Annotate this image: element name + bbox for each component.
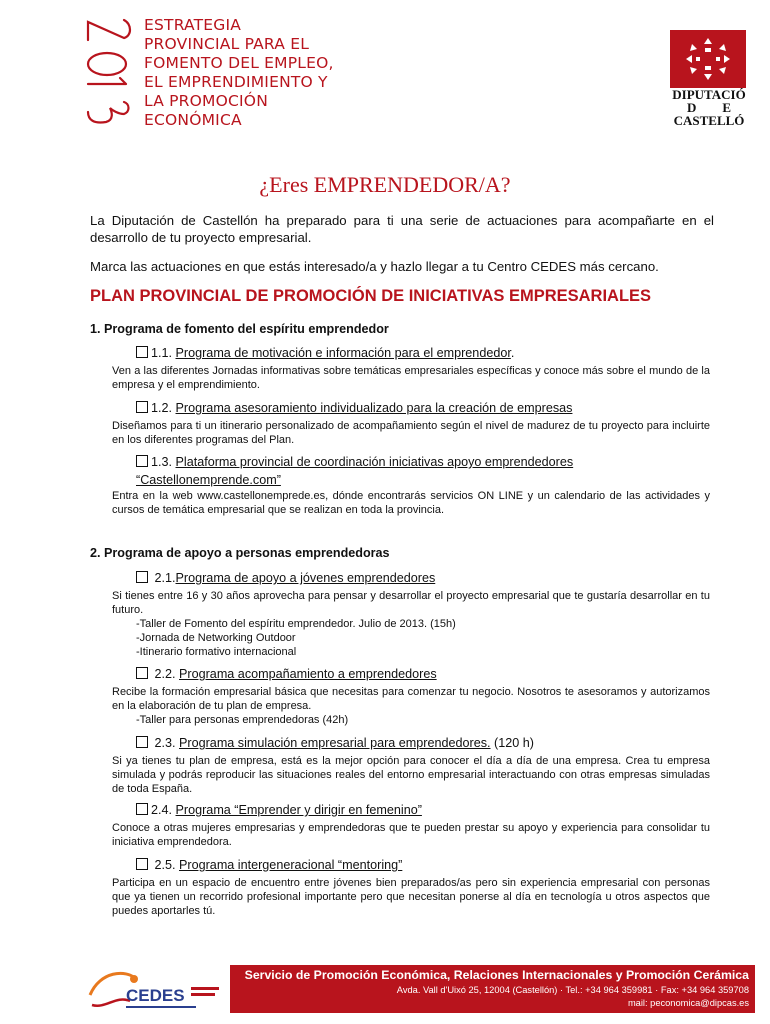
item-description: Entra en la web www.castellonemprede.es, dónde encontrarás servicios ON LINE y un calendario de las actividades y cursos de temática empresarial que se realizan en toda la provincia. xyxy=(112,490,710,516)
footer-email: mail: peconomica@dipcas.es xyxy=(627,998,749,1008)
diputacio-logo-icon xyxy=(670,30,746,88)
item-number: 1.2. xyxy=(151,401,176,415)
strategy-line: LA PROMOCIÓN xyxy=(144,92,269,110)
item-title: Programa “Emprender y dirigir en femenino” xyxy=(175,803,422,817)
item-suffix: (120 h) xyxy=(490,736,534,750)
checkbox[interactable] xyxy=(136,455,148,467)
item-title: Programa intergeneracional “mentoring” xyxy=(179,858,403,872)
checkbox[interactable] xyxy=(136,736,148,748)
section-title: 2. Programa de apoyo a personas emprendedoras xyxy=(90,546,390,560)
plan-title: PLAN PROVINCIAL DE PROMOCIÓN DE INICIATIVAS EMPRESARIALES xyxy=(90,287,652,305)
program-item-1-3-title2 xyxy=(136,473,281,487)
item-description: Si ya tienes tu plan de empresa, está es la mejor opción para conocer el día a día de una empresa. Crea tu empresa simulada y podrás reproducir las situaciones reales del entorno empresarial interactuando con otras empresas simuladas de toda España. xyxy=(112,755,710,795)
item-title: Programa simulación empresarial para emprendedores. xyxy=(179,736,491,750)
strategy-line: ECONÓMICA xyxy=(144,111,242,129)
checkbox[interactable] xyxy=(136,346,148,358)
item-title-continued: “Castellonemprende.com” xyxy=(136,473,281,487)
item-description: Recibe la formación empresarial básica que necesitas para comenzar tu negocio. Nosotros te asesoramos y autorizamos en la elaboración de tu plan de empresa. xyxy=(112,686,710,712)
sub-activity: -Taller de Fomento del espíritu emprendedor. Julio de 2013. (15h) xyxy=(136,618,456,630)
program-item-1-2[interactable] xyxy=(136,401,572,415)
item-description: Participa en un espacio de encuentro entre jóvenes bien preparados/as pero sin experiencia empresarial con personas que ya tienen un recorrido profesional importante pero que necesitan ponerse al día en tecnología u otros aspectos que puedes aportarles tú. xyxy=(112,877,710,917)
cedes-logo-icon xyxy=(86,965,226,1015)
checkbox[interactable] xyxy=(136,858,148,870)
intro-paragraph: Marca las actuaciones en que estás interesado/a y hazlo llegar a tu Centro CEDES más cercano. xyxy=(90,259,659,274)
strategy-title xyxy=(144,16,334,130)
page-title: ¿Eres EMPRENDEDOR/A? xyxy=(259,172,511,197)
item-description: Diseñamos para ti un itinerario personalizado de acompañamiento según el nivel de madurez de tu proyecto para incluirte en los diferentes programas del Plan. xyxy=(112,420,710,446)
program-item-1-1[interactable] xyxy=(136,346,514,360)
item-number: 1.3. xyxy=(151,455,176,469)
logo-line: D E xyxy=(686,100,732,115)
item-suffix: . xyxy=(510,346,515,360)
item-description: Ven a las diferentes Jornadas informativas sobre temáticas empresariales específicas y conoce más sobre el mundo de la empresa y el emprendimiento. xyxy=(112,365,710,391)
item-title: Programa de apoyo a jóvenes emprendedores xyxy=(175,571,436,585)
item-number: 2.4. xyxy=(151,803,176,817)
item-number: 1.1. xyxy=(151,346,176,360)
item-number: 2.5. xyxy=(151,858,180,872)
year-2013-logo xyxy=(80,12,134,134)
section-title: 1. Programa de fomento del espíritu emprendedor xyxy=(90,322,389,336)
sub-activity: -Taller para personas emprendedoras (42h) xyxy=(136,714,349,726)
item-number: 2.1. xyxy=(151,571,176,585)
item-title: Programa de motivación e información para el emprendedor xyxy=(175,346,511,360)
footer-banner xyxy=(230,965,755,1013)
checkbox[interactable] xyxy=(136,401,148,413)
sub-activity: -Itinerario formativo internacional xyxy=(136,646,297,658)
item-title: Plataforma provincial de coordinación iniciativas apoyo emprendedores xyxy=(175,455,574,469)
logo-line: CASTELLÓ xyxy=(673,113,745,128)
program-item-2-1[interactable] xyxy=(136,571,435,585)
item-title: Programa asesoramiento individualizado para la creación de empresas xyxy=(175,401,573,415)
item-number: 2.3. xyxy=(151,736,180,750)
checkbox[interactable] xyxy=(136,803,148,815)
item-description: Conoce a otras mujeres empresarias y emprendedoras que te pueden prestar su apoyo y experiencia para consolidar tu iniciativa emprendedora. xyxy=(112,822,710,848)
svg-text:CEDES: CEDES xyxy=(126,986,185,1005)
item-description: Si tienes entre 16 y 30 años aprovecha para pensar y desarrollar el proyecto empresarial que te gustaría desarrollar en tu futuro. xyxy=(112,590,710,616)
checkbox[interactable] xyxy=(136,571,148,583)
program-item-2-3[interactable] xyxy=(136,736,534,750)
diputacio-logo-text xyxy=(669,88,749,127)
checkbox[interactable] xyxy=(136,667,148,679)
logo-line: DIPUTACIÓ xyxy=(672,87,746,102)
footer-service: Servicio de Promoción Económica, Relaciones Internacionales y Promoción Cerámica xyxy=(244,968,749,982)
item-number: 2.2. xyxy=(151,667,180,681)
footer-address: Avda. Vall d'Uixó 25, 12004 (Castellón) · Tel.: +34 964 359981 · Fax: +34 964 359708 xyxy=(396,985,749,995)
strategy-line: FOMENTO DEL EMPLEO, xyxy=(144,54,334,72)
strategy-line: ESTRATEGIA xyxy=(144,16,242,34)
program-item-2-5[interactable] xyxy=(136,858,402,872)
program-item-2-4[interactable] xyxy=(136,803,422,817)
sub-activity: -Jornada de Networking Outdoor xyxy=(136,632,296,644)
strategy-line: EL EMPRENDIMIENTO Y xyxy=(144,73,328,91)
item-title: Programa acompañamiento a emprendedores xyxy=(179,667,437,681)
program-item-1-3[interactable] xyxy=(136,455,573,469)
intro-paragraph: La Diputación de Castellón ha preparado para ti una serie de actuaciones para acompañarte en el desarrollo de tu proyecto empresarial. xyxy=(90,213,714,245)
program-item-2-2[interactable] xyxy=(136,667,437,681)
strategy-line: PROVINCIAL PARA EL xyxy=(144,35,310,53)
